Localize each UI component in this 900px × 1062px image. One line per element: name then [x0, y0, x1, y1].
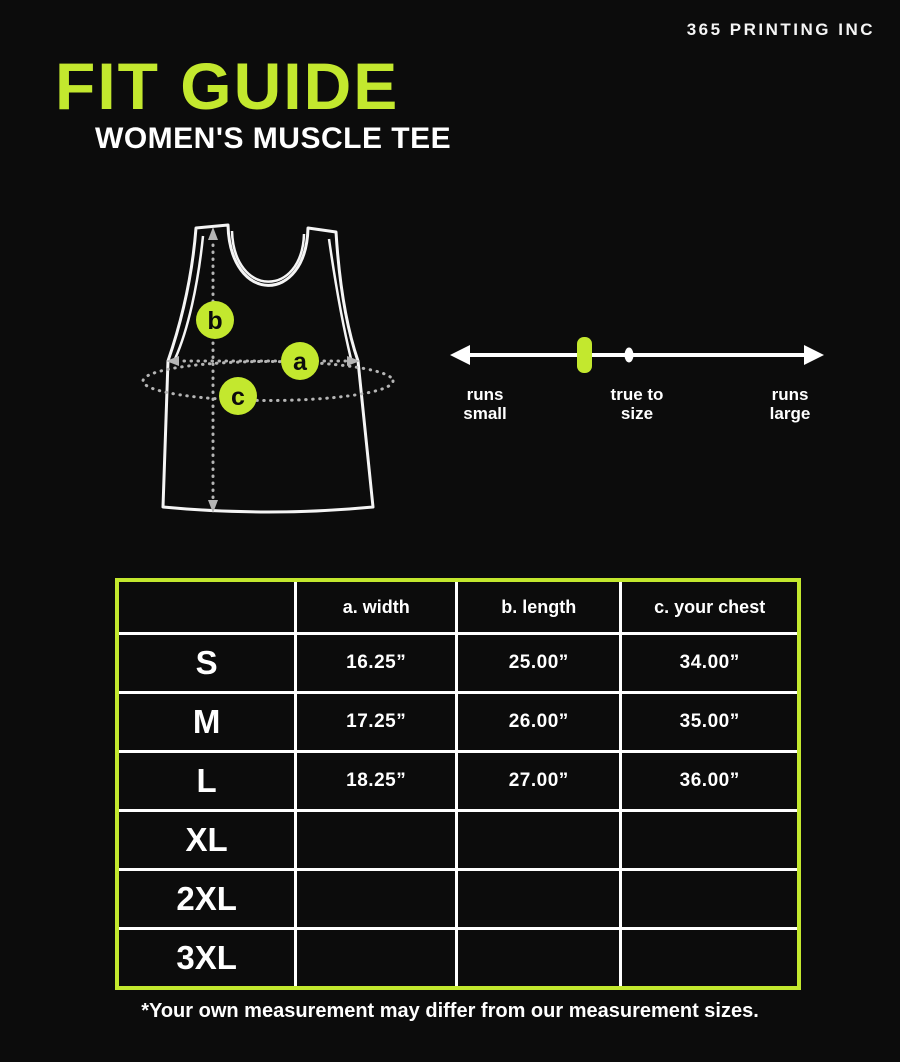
right-armhole-line [329, 239, 351, 359]
label-runs-small: runs small [463, 385, 507, 423]
width-value: 18.25” [296, 752, 457, 811]
marker-b [196, 301, 234, 339]
table-row-s [117, 634, 799, 693]
size-table-header-row [117, 580, 799, 634]
tee-outline [163, 225, 373, 512]
marker-c-label: c [231, 383, 245, 411]
header-chest: c. your chest [621, 580, 799, 634]
width-value [296, 870, 457, 929]
length-value: 27.00” [457, 752, 621, 811]
measurement-disclaimer: *Your own measurement may differ from our measurement sizes. [141, 1000, 759, 1022]
width-value [296, 929, 457, 989]
length-value [457, 870, 621, 929]
length-value: 25.00” [457, 634, 621, 693]
chest-value [621, 870, 799, 929]
arrow-left-icon [450, 345, 470, 365]
header-width: a. width [296, 580, 457, 634]
table-row-2xl [117, 870, 799, 929]
fit-indicator-pill [577, 337, 592, 373]
fit-scale [445, 328, 825, 388]
width-value: 16.25” [296, 634, 457, 693]
marker-b-label: b [207, 307, 223, 335]
center-tick-dot [625, 348, 634, 363]
marker-a-label: a [293, 348, 307, 376]
chest-value: 36.00” [621, 752, 799, 811]
muscle-tee-illustration [140, 210, 400, 530]
table-row-m [117, 693, 799, 752]
marker-c [219, 377, 257, 415]
page-title: FIT GUIDE [55, 49, 400, 123]
size-label: 3XL [117, 929, 296, 989]
left-armhole-line [175, 236, 203, 359]
size-label: XL [117, 811, 296, 870]
chest-value [621, 811, 799, 870]
length-value [457, 929, 621, 989]
tee-measurement-diagram [140, 210, 400, 530]
chest-dotted-ellipse [143, 362, 393, 401]
size-label: L [117, 752, 296, 811]
marker-a [281, 342, 319, 380]
label-true-to-size: true to size [610, 385, 664, 423]
size-label: M [117, 693, 296, 752]
arrow-right-icon [804, 345, 824, 365]
chest-value: 34.00” [621, 634, 799, 693]
page-subtitle: WOMEN'S MUSCLE TEE [95, 122, 452, 155]
length-value: 26.00” [457, 693, 621, 752]
table-row-xl [117, 811, 799, 870]
header-length: b. length [457, 580, 621, 634]
table-row-3xl [117, 929, 799, 989]
length-value [457, 811, 621, 870]
brand-text: 365 PRINTING INC [686, 20, 875, 39]
label-runs-large: runs large [769, 385, 811, 423]
chest-value [621, 929, 799, 989]
header-size [117, 580, 296, 634]
size-label: S [117, 634, 296, 693]
size-table [115, 578, 801, 990]
chest-value: 35.00” [621, 693, 799, 752]
fit-scale-graphic [445, 328, 825, 388]
size-label: 2XL [117, 870, 296, 929]
width-value [296, 811, 457, 870]
length-arrow-up-icon [208, 227, 218, 240]
table-row-l [117, 752, 799, 811]
width-value: 17.25” [296, 693, 457, 752]
